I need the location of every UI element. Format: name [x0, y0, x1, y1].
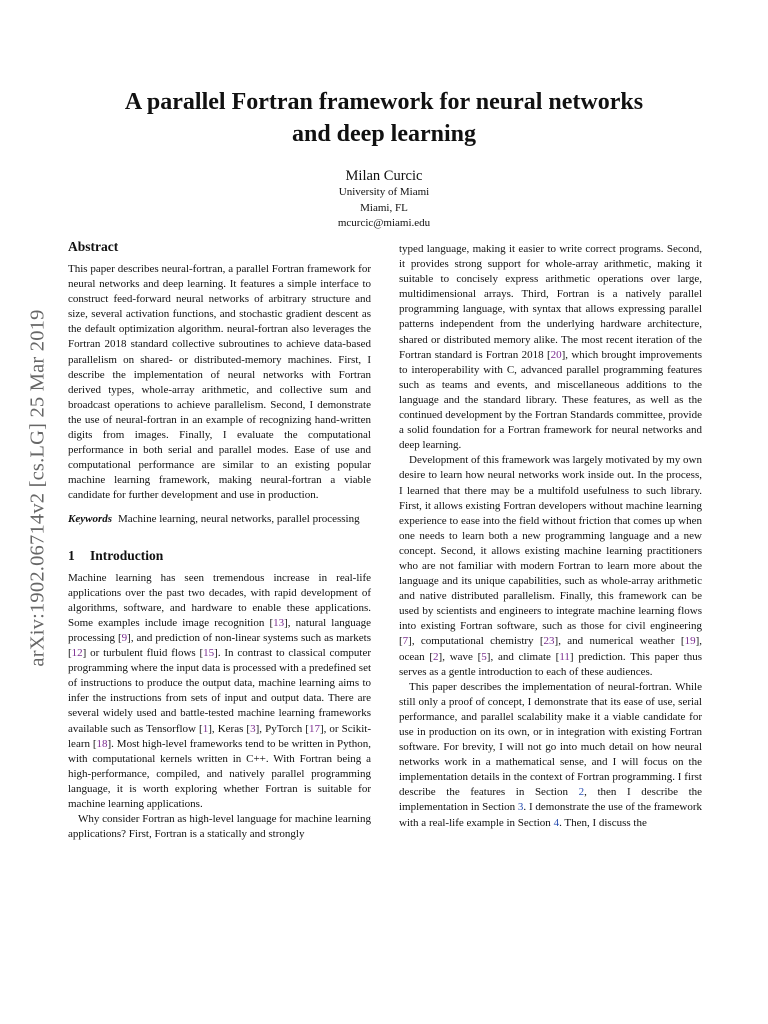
citation-link[interactable]: 5 [481, 650, 487, 663]
abstract-text: This paper describes neural-fortran, a parallel Fortran framework for neural networks and deep learning. It features a simple interface to construct feed-forward neural networks of arbitrary structure and size, several activation functions, and stochastic gradient descent as the default optimization algorithm. neural-fortran also leverages the Fortran 2018 standard collective subroutines to achieve data-based parallelism on shared- or distributed-memory machines. First, I describe the implementation of neural networks with Fortran derived types, whole-array arithmetic, and collective sum and broadcast operations to achieve parallelism. Second, I demonstrate the use of neural-fortran in an example of recognizing hand-written digits from images. Finally, I evaluate the computational performance in both serial and parallel modes. Ease of use and computational performance are similar to an existing popular machine learning framework, making neural-fortran a viable candidate for further development and use in production. [68, 263, 371, 502]
citation-link[interactable]: 13 [273, 616, 285, 629]
section-heading-introduction [68, 547, 371, 565]
citation-link[interactable]: 9 [121, 631, 128, 644]
abstract-heading: Abstract [68, 239, 119, 254]
citation-link[interactable]: 12 [71, 647, 83, 660]
intro-text: ], PyTorch [ [255, 722, 309, 735]
body-text: , then I describe the implementation in Section [399, 786, 703, 814]
author-affiliation [0, 185, 768, 232]
intro-text: ]. Most high-level frameworks tend to be written in Python, with computational kernels written in C++. With Fortran being a high-performance, compiled, and natively parallel programming language, it is worth exploring whether Fortran is suitable for machine learning applications. [68, 737, 371, 810]
section-ref-link[interactable]: 2 [578, 786, 585, 799]
affiliation-email: mcurcic@miami.edu [337, 217, 431, 229]
intro-text: ] or turbulent fluid flows [ [82, 647, 204, 660]
paper-title-line-2: and deep learning [291, 121, 477, 147]
citation-link[interactable]: 11 [559, 650, 570, 663]
body-text: ] prediction. This paper thus serves as a gentle introduction to each of these audiences. [399, 650, 702, 678]
section-number: 1 [68, 547, 75, 563]
citation-link[interactable]: 20 [550, 348, 562, 361]
arxiv-stamp: arXiv:1902.06714v2 [cs.LG] 25 Mar 2019 [26, 309, 49, 667]
author-name: Milan Curcic [345, 168, 423, 184]
section-ref-link[interactable]: 3 [517, 801, 524, 814]
section-title: Introduction [90, 547, 164, 563]
paper-title [0, 86, 768, 150]
section-ref-link[interactable]: 4 [553, 816, 560, 829]
body-text: Development of this framework was largely motivated by my own desire to learn how neural networks work inside out. In the process, I learned that there may be a multifold usefulness to such library. First, it allows existing Fortran developers without machine learning experience to ease into the field without friction that comes up when one needs to learn both a new programming language and a new concept. Second, it allows existing machine learning practitioners who are not familiar with modern Fortran to learn more about the language and its unique capabilities, such as whole-array arithmetic and native distributed parallelism. Finally, this framework can be used by scientists and engineers to integrate machine learning flows into existing Fortran software, such as those for civil engineering [ [399, 454, 702, 648]
paper-title-line-1: A parallel Fortran framework for neural networks [124, 89, 644, 115]
intro-text: Machine learning has seen tremendous increase in real-life applications over the past two decades, with rapid development of algorithms, software, and hardware to enable these applications. Some examples include image recognition [ [68, 571, 371, 629]
citation-link[interactable]: 3 [250, 722, 256, 735]
intro-paragraph-2: Why consider Fortran as high-level language for machine learning applications? First, Fortran is a statically and strongly [68, 813, 371, 841]
citation-link[interactable]: 2 [433, 650, 439, 663]
intro-paragraph-1 [68, 571, 371, 813]
body-text: ], computational chemistry [ [408, 635, 544, 648]
body-text: This paper describes the implementation of neural-fortran. While still only a proof of concept, I demonstrate that its ease of use, serial performance, and parallel scalability make it a viable candidate for use in production on its own, or in integration with existing Fortran software. For brevity, I will not go into much detail on how neural networks work in a mathematical sense, and I will focus on the implementation details in the context of Fortran programming. I first describe the features in Section [399, 680, 702, 799]
body-text: ], and numerical weather [ [554, 635, 685, 648]
body-paragraph-3 [399, 680, 702, 831]
citation-link[interactable]: 1 [202, 722, 209, 735]
affiliation-location: Miami, FL [360, 201, 408, 214]
keywords-label: Keywords [68, 512, 112, 525]
right-column [399, 242, 702, 831]
body-paragraph-1 [399, 242, 702, 453]
citation-link[interactable]: 7 [402, 635, 409, 648]
citation-link[interactable]: 19 [684, 635, 696, 648]
intro-text: ], or Scikit-learn [ [68, 722, 371, 750]
keywords-text: Machine learning, neural networks, parallel processing [118, 512, 360, 525]
body-text: ], wave [ [438, 650, 482, 663]
citation-link[interactable]: 23 [543, 635, 555, 648]
intro-text: ], natural language processing [ [68, 616, 372, 644]
affiliation-institution: University of Miami [338, 186, 430, 198]
keywords [68, 512, 371, 527]
intro-text: ], Keras [ [208, 722, 251, 735]
intro-text: ]. In contrast to classical computer programming where the input data is processed with a predefined set of instructions to produce the output data, machine learning aims to infer the instructions from sets of input and output data. There are several widely used and battle-tested machine learning frameworks available such as Tensorflow [ [68, 647, 372, 735]
citation-link[interactable]: 18 [96, 737, 108, 750]
body-text: ], ocean [ [399, 635, 702, 663]
citation-link[interactable]: 17 [308, 722, 320, 735]
citation-link[interactable]: 15 [203, 647, 215, 660]
body-text: ], which brought improvements to interoperability with C, advanced parallel programming features such as teams and events, and miscellaneous additions to the language and the standard library. These features, as well as the continued development by the Fortran Standards committee, provide a solid foundation for a Fortran framework for neural networks and deep learning. [399, 348, 703, 452]
body-text: typed language, making it easier to write correct programs. Second, it provides strong support for whole-array arithmetic, making it suitable to concisely express arithmetic operations over large, multidimensional arrays. Third, Fortran is a natively parallel programming language, with syntax that allows expressing parallel patterns independent from the underlying hardware architecture, shared or distributed memory alike. The most recent iteration of the Fortran standard is Fortran 2018 [ [399, 243, 702, 361]
body-text: . Then, I discuss the [559, 816, 647, 829]
intro-text: ], and prediction of non-linear systems such as markets [ [68, 631, 371, 660]
arxiv-sidebar [20, 268, 56, 708]
left-column [68, 238, 371, 842]
body-text: ], and climate [ [486, 650, 560, 663]
body-text: . I demonstrate the use of the framework with a real-life example in Section [399, 801, 702, 829]
body-paragraph-2 [399, 453, 702, 679]
